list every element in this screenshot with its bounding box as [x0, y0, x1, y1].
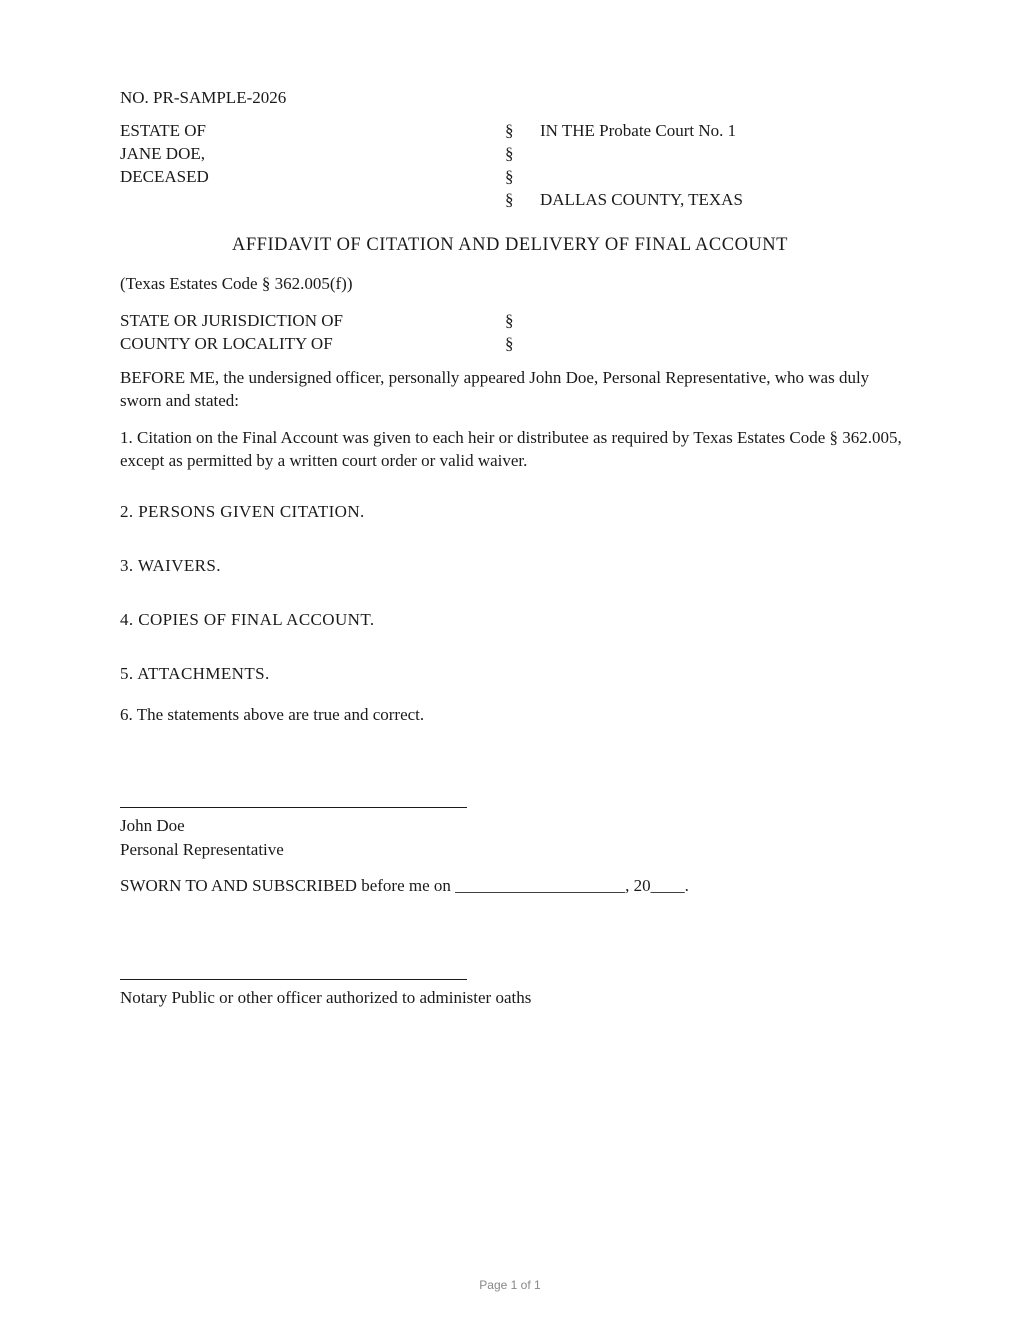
item-1-citation: 1. Citation on the Final Account was given to each heir or distributee as required by Texas Estates Code § 362.005, except as permitted by a written court order or valid waiver.: [120, 428, 902, 470]
caption-deceased: DECEASED: [120, 167, 209, 186]
court-county: DALLAS COUNTY, TEXAS: [540, 190, 743, 209]
section-symbol: §: [505, 334, 514, 353]
signature-line: [120, 807, 467, 808]
item-6-statement: 6. The statements above are true and correct.: [120, 705, 425, 724]
venue-county: COUNTY OR LOCALITY OF: [120, 334, 333, 353]
item-3-heading: 3. WAIVERS.: [120, 556, 221, 575]
signer-title: Personal Representative: [120, 840, 284, 859]
notary-caption: Notary Public or other officer authorized to administer oaths: [120, 988, 532, 1007]
page-number: Page 1 of 1: [479, 1278, 541, 1292]
signer-name: John Doe: [120, 816, 185, 835]
section-symbol: §: [505, 167, 514, 186]
case-number: NO. PR-SAMPLE-2026: [120, 88, 287, 107]
item-4-heading: 4. COPIES OF FINAL ACCOUNT.: [120, 610, 375, 629]
sworn-statement: SWORN TO AND SUBSCRIBED before me on ____________________, 20____.: [120, 876, 689, 895]
document-title: AFFIDAVIT OF CITATION AND DELIVERY OF FINAL ACCOUNT: [232, 235, 788, 255]
section-symbol: §: [505, 190, 514, 209]
venue-state: STATE OR JURISDICTION OF: [120, 311, 343, 330]
section-symbol: §: [505, 121, 514, 140]
section-symbol: §: [505, 144, 514, 163]
notary-signature-line: [120, 979, 467, 980]
statute-reference: (Texas Estates Code § 362.005(f)): [120, 274, 353, 293]
item-5-heading: 5. ATTACHMENTS.: [120, 664, 270, 683]
item-2-heading: 2. PERSONS GIVEN CITATION.: [120, 502, 365, 521]
section-symbol: §: [505, 311, 514, 330]
intro-paragraph: BEFORE ME, the undersigned officer, personally appeared John Doe, Personal Representative, who was duly sworn and stated:: [120, 368, 870, 410]
caption-decedent-name: JANE DOE,: [120, 144, 205, 163]
caption-estate-of: ESTATE OF: [120, 121, 207, 140]
court-name: IN THE Probate Court No. 1: [540, 121, 737, 140]
